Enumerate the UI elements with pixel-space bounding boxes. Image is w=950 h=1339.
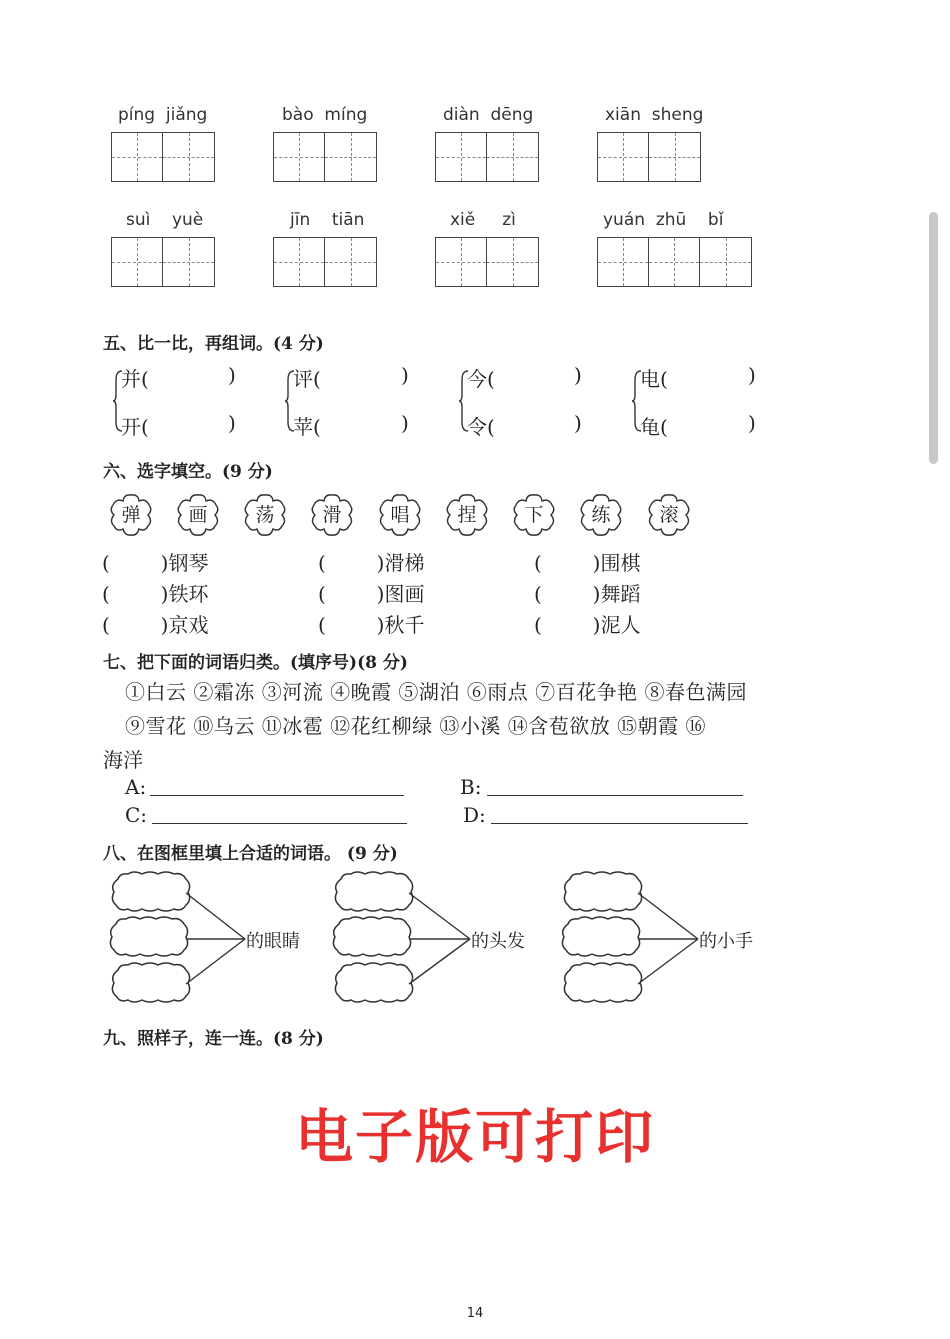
char-option-2[interactable] bbox=[174, 491, 222, 539]
compare-1a: 并( bbox=[121, 367, 149, 391]
char-option-8[interactable] bbox=[577, 491, 625, 539]
word-list-line3: 海洋 bbox=[103, 748, 143, 772]
category-d-blank[interactable] bbox=[491, 823, 748, 824]
word-list-line1: ①白云 ②霜冻 ③河流 ④晚霞 ⑤湖泊 ⑥雨点 ⑦百花争艳 ⑧春色满园 bbox=[125, 680, 748, 704]
compare-2a: 评( bbox=[293, 367, 321, 391]
char-option-label: 画 bbox=[188, 504, 208, 526]
section6-heading: 六、选字填空。(9 分) bbox=[103, 462, 273, 482]
char-option-7[interactable] bbox=[510, 491, 558, 539]
pinyin-7: xiě zì bbox=[450, 210, 516, 230]
char-option-1[interactable] bbox=[107, 491, 155, 539]
compare-4a-close: ) bbox=[748, 363, 756, 387]
compare-3a: 今( bbox=[467, 367, 495, 391]
char-option-5[interactable] bbox=[376, 491, 424, 539]
pinyin-6: jīn tiān bbox=[290, 210, 365, 230]
writing-grid-7[interactable] bbox=[435, 237, 539, 287]
compare-3b-close: ) bbox=[574, 411, 582, 435]
fill-row3-col2[interactable]: ( )秋千 bbox=[318, 613, 425, 637]
section8-heading: 八、在图框里填上合适的词语。 (9 分) bbox=[103, 844, 398, 864]
section9-heading: 九、照样子，连一连。(8 分) bbox=[103, 1029, 324, 1049]
pinyin-3: diàn dēng bbox=[443, 105, 534, 125]
compare-2b: 苹( bbox=[293, 415, 321, 439]
pinyin-5: suì yuè bbox=[126, 210, 204, 230]
compare-2b-close: ) bbox=[401, 411, 409, 435]
char-option-3[interactable] bbox=[241, 491, 289, 539]
pinyin-8: yuán zhū bǐ bbox=[603, 210, 724, 230]
writing-grid-8[interactable] bbox=[597, 237, 752, 287]
target-hair: 的头发 bbox=[471, 931, 525, 952]
writing-grid-3[interactable] bbox=[435, 132, 539, 182]
pinyin-2: bào míng bbox=[282, 105, 368, 125]
category-c-label: C: bbox=[125, 803, 148, 827]
compare-3a-close: ) bbox=[574, 363, 582, 387]
char-option-label: 滚 bbox=[659, 504, 679, 526]
fill-row1-col1[interactable]: ( )钢琴 bbox=[102, 551, 209, 575]
fill-row2-col2[interactable]: ( )图画 bbox=[318, 582, 425, 606]
cloud-group-2 bbox=[333, 872, 470, 1002]
category-b-blank[interactable] bbox=[487, 795, 743, 796]
scrollbar-thumb[interactable] bbox=[929, 212, 938, 464]
compare-1a-close: ) bbox=[228, 363, 236, 387]
writing-grid-6[interactable] bbox=[273, 237, 377, 287]
category-d-label: D: bbox=[463, 803, 486, 827]
section5-heading: 五、比一比，再组词。(4 分) bbox=[103, 334, 324, 354]
category-b-label: B: bbox=[460, 775, 482, 799]
target-hands: 的小手 bbox=[699, 931, 753, 952]
writing-grid-4[interactable] bbox=[597, 132, 701, 182]
compare-4a: 电( bbox=[640, 367, 668, 391]
fill-row2-col3[interactable]: ( )舞蹈 bbox=[534, 582, 641, 606]
compare-3b: 令( bbox=[467, 415, 495, 439]
category-c-blank[interactable] bbox=[152, 823, 407, 824]
cloud-group-3 bbox=[562, 872, 698, 1002]
char-option-label: 滑 bbox=[322, 504, 342, 526]
char-option-label: 捏 bbox=[457, 504, 477, 526]
compare-1b: 开( bbox=[121, 415, 149, 439]
char-option-4[interactable] bbox=[308, 491, 356, 539]
fill-row1-col2[interactable]: ( )滑梯 bbox=[318, 551, 425, 575]
compare-4b: 龟( bbox=[640, 415, 668, 439]
char-option-label: 弹 bbox=[121, 504, 141, 526]
char-option-label: 下 bbox=[524, 504, 544, 526]
char-option-label: 荡 bbox=[255, 504, 275, 526]
category-a-blank[interactable] bbox=[150, 795, 404, 796]
compare-4b-close: ) bbox=[748, 411, 756, 435]
word-list-line2: ⑨雪花 ⑩乌云 ⑪冰雹 ⑫花红柳绿 ⑬小溪 ⑭含苞欲放 ⑮朝霞 ⑯ bbox=[125, 714, 707, 738]
writing-grid-5[interactable] bbox=[111, 237, 215, 287]
cloud-group-1 bbox=[110, 872, 245, 1002]
printable-stamp: 电子版可打印 bbox=[294, 1103, 655, 1171]
page-number: 14 bbox=[466, 1306, 484, 1321]
fill-row2-col1[interactable]: ( )铁环 bbox=[102, 582, 209, 606]
compare-1b-close: ) bbox=[228, 411, 236, 435]
char-option-6[interactable] bbox=[443, 491, 491, 539]
fill-row3-col3[interactable]: ( )泥人 bbox=[534, 613, 641, 637]
char-option-label: 练 bbox=[591, 504, 611, 526]
fill-row3-col1[interactable]: ( )京戏 bbox=[102, 613, 209, 637]
char-option-label: 唱 bbox=[390, 504, 410, 526]
category-a-label: A: bbox=[125, 775, 147, 799]
compare-2a-close: ) bbox=[401, 363, 409, 387]
fill-row1-col3[interactable]: ( )围棋 bbox=[534, 551, 641, 575]
writing-grid-1[interactable] bbox=[111, 132, 215, 182]
char-option-9[interactable] bbox=[645, 491, 693, 539]
section7-heading: 七、把下面的词语归类。(填序号)(8 分) bbox=[103, 653, 408, 673]
pinyin-4: xiān sheng bbox=[605, 105, 704, 125]
writing-grid-2[interactable] bbox=[273, 132, 377, 182]
pinyin-1: píng jiǎng bbox=[118, 105, 208, 125]
target-eyes: 的眼睛 bbox=[246, 931, 300, 952]
